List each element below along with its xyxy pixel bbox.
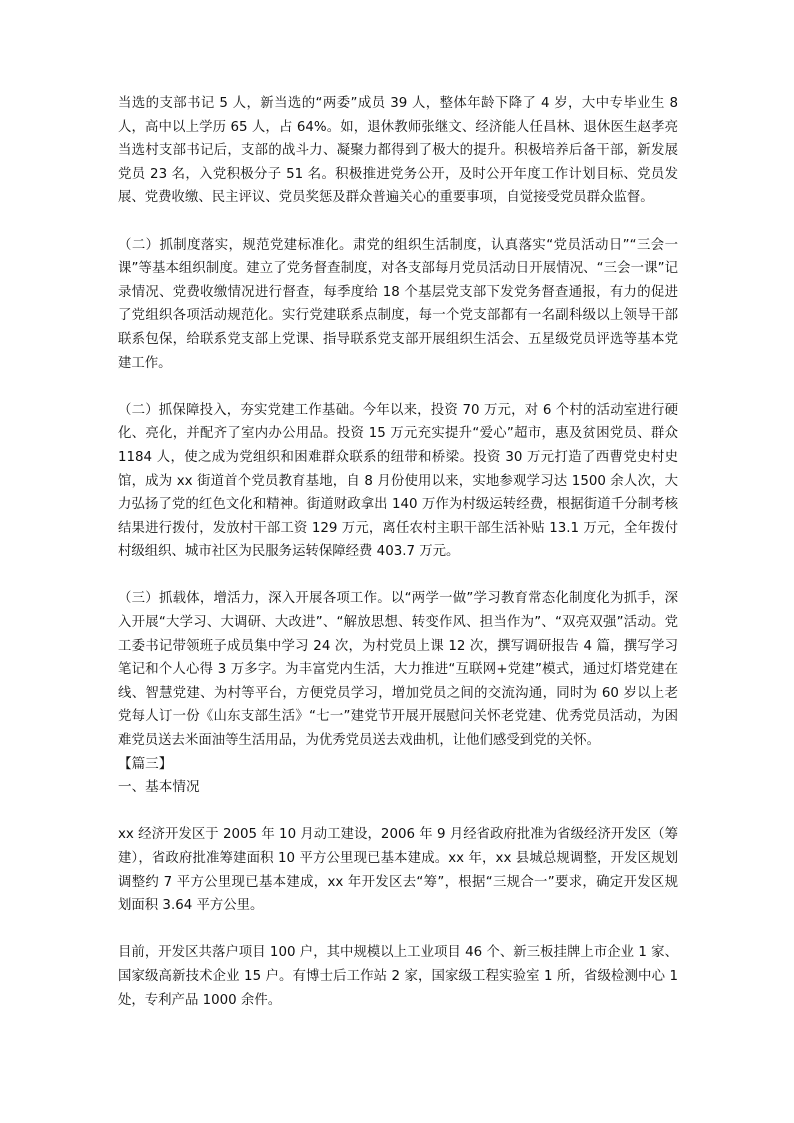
paragraph-branch-secretaries: 当选的支部书记 5 人，新当选的“两委”成员 39 人，整体年龄下降了 4 岁，大中专毕业生 8 人，高中以上学历 65 人，占 64%。如，退休教师张继文、经济能人任昌林、退休医生赵孝亮当选村支部书记后，支部的战斗力、凝聚力都得到了极大的提升。积极培养后备干部，新发展党员 23 名，入党积极分子 51 名。积极推进党务公开，及时公开年度工作计划目标、党员发展、党费收缴、民主评议、党员奖惩及群众普遍关心的重要事项，自觉接受党员群众监督。 xyxy=(118,96,678,206)
heading-basic-situation: 一、基本情况 xyxy=(118,779,200,796)
paragraph-current-projects: 目前，开发区共落户项目 100 户，其中规模以上工业项目 46 个、新三板挂牌上市企业 1 家、国家级高新技术企业 15 户。有博士后工作站 2 家，国家级工程实验室 1 所，省级检测中心 1 处，专利产品 1000 余件。 xyxy=(118,945,678,1008)
paragraph-carrier-activities: （三）抓载体，增活力，深入开展各项工作。以“两学一做”学习教育常态化制度化为抓手，深入开展“大学习、大调研、大改进”、“解放思想、转变作风、担当作为”、“双亮双强”活动。党工委书记带领班子成员集中学习 24 次，为村党员上课 12 次，撰写调研报告 4 篇，撰写学习笔记和个人心得 3 万多字。为丰富党内生活，大力推进“互联网+党建”模式，通过灯塔党建在线、智慧党建、为村等平台，方便党员学习，增加党员之间的交流沟通，同时为 60 岁以上老党每人订一份《山东支部生活》“七一”建党节开展开展慰问关怀老党建、优秀党员活动，为困难党员送去米面油等生活用品，为优秀党员送去戏曲机，让他们感受到党的关怀。 xyxy=(118,591,678,749)
paragraph-development-zone: xx 经济开发区于 2005 年 10 月动工建设，2006 年 9 月经省政府批准为省级经济开发区（筹建），省政府批准筹建面积 10 平方公里现已基本建成。xx 年，xx 县城总规调整，开发区规划调整约 7 平方公里现已基本建成，xx 年开发区去“筹”，根据“三规合一”要求，确定开发区规划面积 3.64 平方公里。 xyxy=(118,827,678,914)
section-title: 【篇三】 xyxy=(118,755,173,772)
paragraph-system-implementation: （二）抓制度落实，规范党建标准化。肃党的组织生活制度，认真落实“党员活动日”“三会一课”等基本组织制度。建立了党务督查制度，对各支部每月党员活动日开展情况、“三会一课”记录情况、党费收缴情况进行督查，每季度给 18 个基层党支部下发党务督查通报，有力的促进了党组织各项活动规范化。实行党建联系点制度，每一个党支部都有一名副科级以上领导干部联系包保，给联系党支部上党课、指导联系党支部开展组织生活会、五星级党员评选等基本党建工作。 xyxy=(118,237,678,371)
document-page xyxy=(118,92,678,1012)
paragraph-investment-guarantee: （二）抓保障投入，夯实党建工作基础。今年以来，投资 70 万元，对 6 个村的活动室进行硬化、亮化，并配齐了室内办公用品。投资 15 万元充实提升“爱心”超市，惠及贫困党员、群众 1184 人，使之成为党组织和困难群众联系的纽带和桥梁。投资 30 万元打造了西曹党史村史馆，成为 xx 街道首个党员教育基地，自 8 月份使用以来，实地参观学习达 1500 余人次，大力弘扬了党的红色文化和精神。街道财政拿出 140 万作为村级运转经费，根据街道千分制考核结果进行拨付，发放村干部工资 129 万元，离任农村主职干部生活补贴 13.1 万元，全年拨付村级组织、城市社区为民服务运转保障经费 403.7 万元。 xyxy=(118,402,678,560)
